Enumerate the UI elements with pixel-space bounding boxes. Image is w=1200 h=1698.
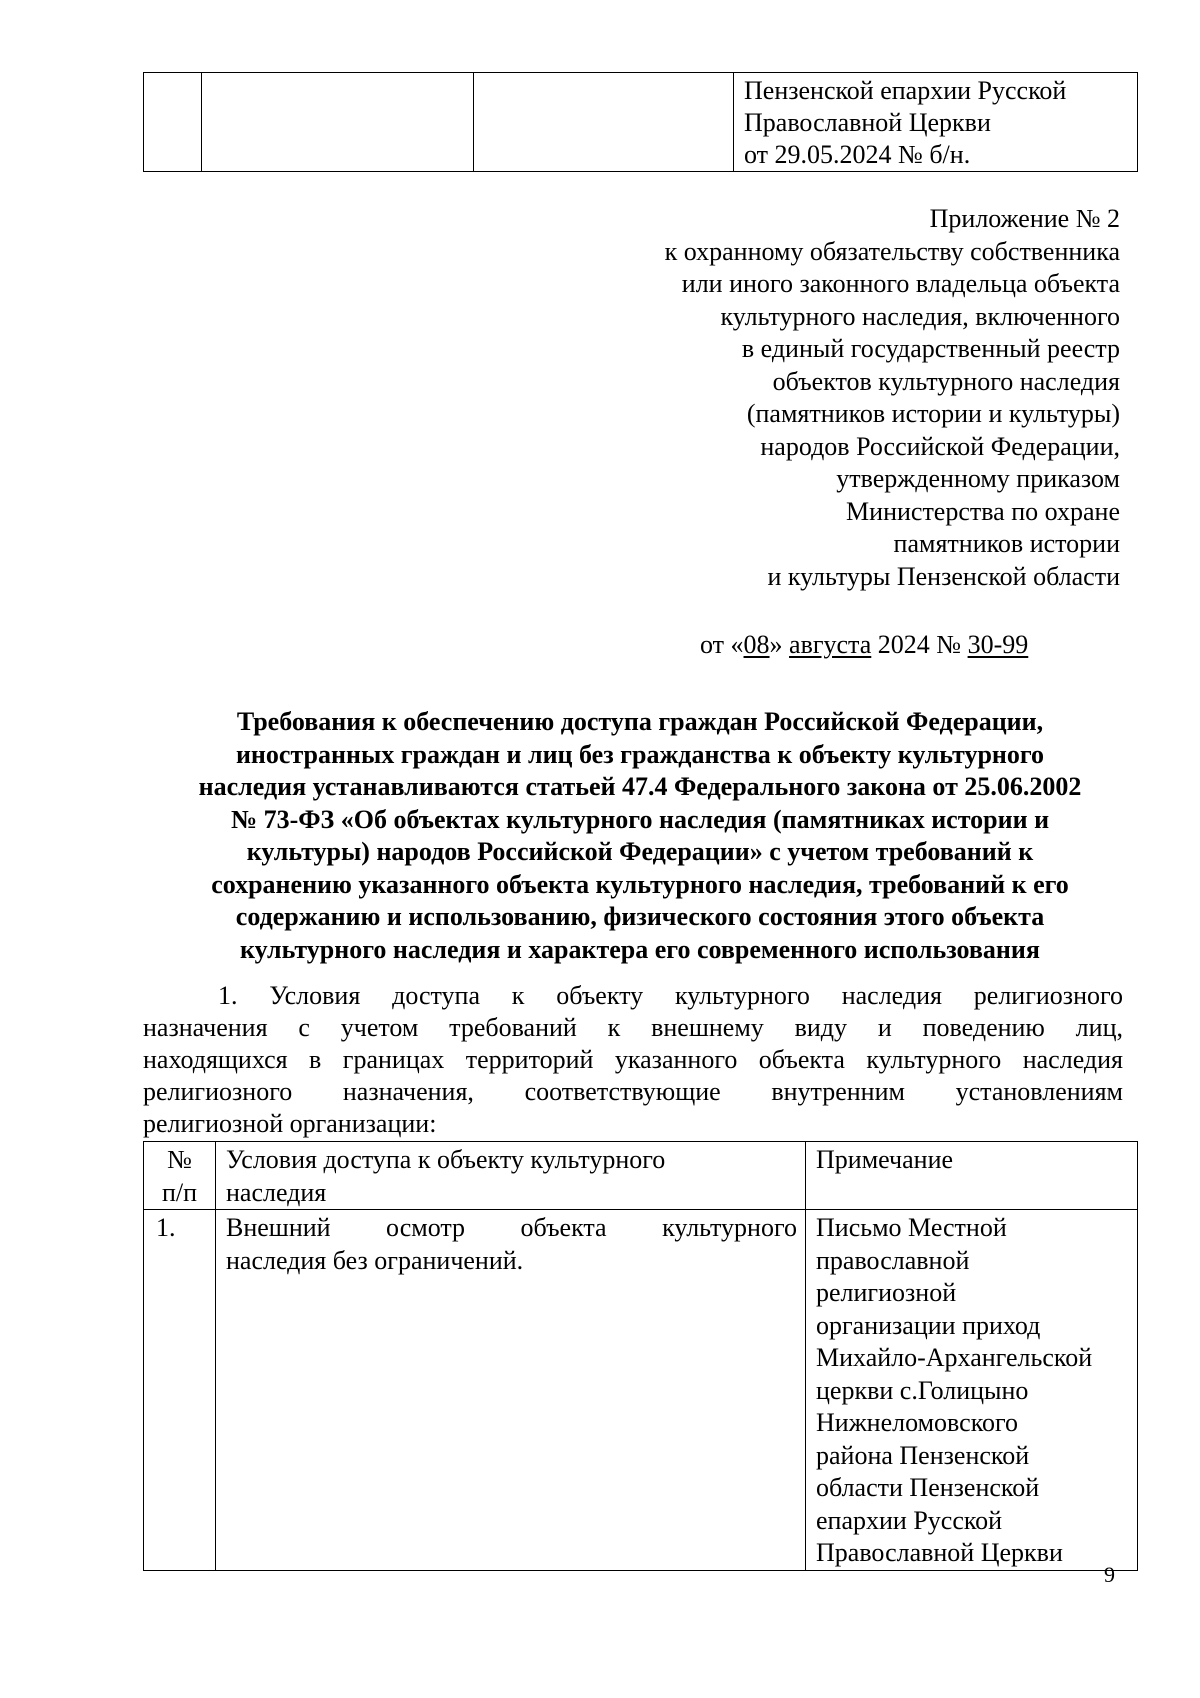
requirements-title (143, 706, 1137, 966)
text-line: Пензенской епархии Русской (744, 76, 1067, 105)
access-conditions-table (143, 1141, 1138, 1571)
note-line: церкви с.Голицыно (816, 1375, 1029, 1405)
header-text: Условия доступа к объекту культурного (226, 1145, 666, 1174)
note-line: епархии Русской (816, 1505, 1003, 1535)
title-line: сохранению указанного объекта культурного наследия, требований к его (211, 869, 1069, 899)
note-line: области Пензенской (816, 1473, 1040, 1502)
appendix-line: Министерства по охране (846, 496, 1120, 526)
text-line: Православной Церкви (744, 108, 991, 137)
table-row (144, 73, 1138, 172)
row-number: 1. (144, 1210, 216, 1571)
header-text: Примечание (816, 1145, 954, 1174)
row-condition (216, 1210, 806, 1571)
paragraph-line: религиозной организации: (143, 1109, 437, 1138)
title-line: № 73-ФЗ «Об объектах культурного наследия (памятниках истории и (230, 804, 1050, 834)
header-cell-note (806, 1142, 1138, 1210)
appendix-line: народов Российской Федерации, (760, 431, 1120, 461)
header-text: № (167, 1145, 192, 1174)
order-sep: » (769, 630, 790, 659)
paragraph-line: находящихся в границах территорий указанного объекта культурного наследия (143, 1045, 1123, 1074)
appendix-line: утвержденному приказом (836, 464, 1120, 493)
note-line: Нижнеломовского (816, 1408, 1019, 1437)
title-line: содержанию и использованию, физического состояния этого объекта (235, 902, 1045, 931)
appendix-line: объектов культурного наследия (772, 366, 1120, 396)
access-conditions-paragraph (143, 980, 1123, 1140)
title-line: Требования к обеспечению доступа граждан Российской Федерации, (236, 707, 1044, 736)
order-prefix: от « (700, 630, 744, 659)
appendix-line: культурного наследия, включенного (720, 301, 1120, 331)
table-row (144, 1210, 1138, 1571)
note-line: Михайло-Архангельской (816, 1343, 1093, 1372)
row-note (806, 1210, 1138, 1571)
note-line: религиозной (816, 1278, 957, 1307)
appendix-line: Приложение № 2 (929, 204, 1120, 233)
appendix-line: к охранному обязательству собственника (664, 236, 1120, 266)
note-line: района Пензенской (816, 1440, 1030, 1470)
table-cell-note (734, 73, 1138, 172)
order-sep: 2024 № (871, 630, 968, 659)
order-month: августа (789, 630, 872, 659)
appendix-header (665, 203, 1120, 593)
appendix-line: (памятников истории и культуры) (746, 399, 1120, 428)
header-cell-conditions (216, 1142, 806, 1210)
paragraph-line: религиозного назначения, соответствующие внутренним установлениям (143, 1077, 1123, 1106)
title-line: иностранных граждан и лиц без гражданства к объекту культурного (235, 739, 1045, 769)
table-cell-empty (144, 73, 202, 172)
title-line: культуры) народов Российской Федерации» с учетом требований к (246, 837, 1034, 866)
text-line: от 29.05.2024 № б/н. (744, 140, 971, 169)
header-text: п/п (161, 1177, 198, 1207)
condition-line: Внешний осмотр объекта культурного (226, 1213, 797, 1242)
header-text: наследия (226, 1177, 327, 1207)
appendix-line: в единый государственный реестр (741, 334, 1120, 363)
appendix-line: памятников истории (893, 529, 1120, 558)
title-line: культурного наследия и характера его современного использования (240, 934, 1040, 964)
order-date-line (700, 629, 1028, 661)
paragraph-line: назначения с учетом требований к внешнему виду и поведению лиц, (143, 1013, 1123, 1042)
table-cell-empty (202, 73, 474, 172)
order-number: 30-99 (967, 630, 1029, 659)
title-line: наследия устанавливаются статьей 47.4 Федерального закона от 25.06.2002 (198, 772, 1082, 801)
note-line: организации приход (816, 1310, 1041, 1340)
condition-line: наследия без ограничений. (226, 1245, 524, 1275)
paragraph-line: 1. Условия доступа к объекту культурного наследия религиозного (218, 981, 1123, 1010)
note-line: православной (816, 1245, 970, 1275)
header-cell-number (144, 1142, 216, 1210)
continuation-table (143, 72, 1138, 172)
note-line: Письмо Местной (816, 1213, 1007, 1242)
appendix-line: или иного законного владельца объекта (681, 269, 1120, 298)
note-line: Православной Церкви (816, 1538, 1063, 1567)
table-cell-empty (474, 73, 734, 172)
page-number: 9 (1104, 1562, 1115, 1587)
order-day: 08 (743, 630, 770, 659)
table-header-row (144, 1142, 1138, 1210)
appendix-line: и культуры Пензенской области (767, 561, 1120, 591)
